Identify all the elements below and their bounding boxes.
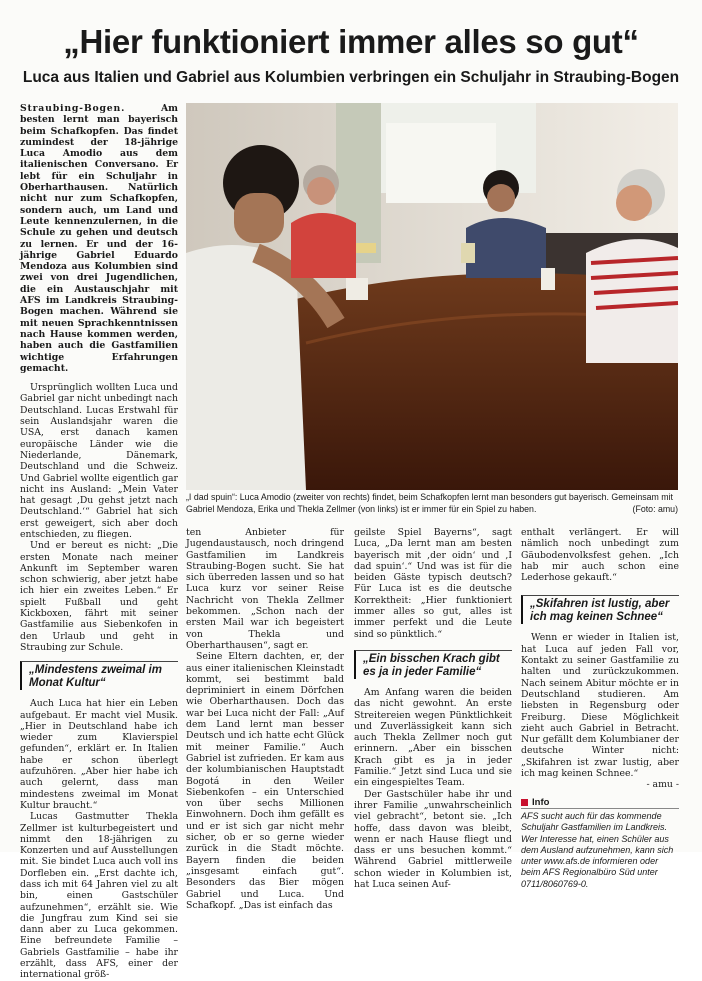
subheadline: Luca aus Italien und Gabriel aus Kolumbien verbringen ein Schuljahr in Straubing-Bogen [22,69,680,86]
paragraph: Der Gastschüler habe ihr und ihrer Familie „unwahrscheinlich viel gebracht“, betont sie. „Ich hoffe, dass davon was bleibt, wenn er nach Hause fliegt und dass er uns besuchen kommt.“ Während Gabriel mittlerweile schon wieder in Kolumbien ist, hat Luca seinen Auf- [354,788,512,891]
lead-paragraph [20,103,178,374]
paragraph: Auch Luca hat hier ein Leben aufgebaut. Er macht viel Musik. „Hier in Deutschland habe ich wieder zum Klavierspiel gefunden“, erklärt er. In Italien habe er schon überlegt aufzuhören. „Aber hier habe ich auch gelernt, dass man mindestens zweimal im Monat Kultur braucht.“ [20,698,178,811]
paragraph: Lucas Gastmutter Thekla Zellmer ist kulturbegeistert und nimmt den 18-jährigen zu Konzerten und auf Ausstellungen mit. Sie bindet Luca auch voll ins Dorfleben ein. „Erst dachte ich, dass ich mit 64 Jahren viel zu alt bin, einen Gastschüler aufzunehmen“, erzählt sie. Wie die Jungfrau zum Kind sei sie dann aber zu Luca gekommen. Eine befreundete Familie – Gabriels Gastfamilie – habe ihr erzählt, dass AFS, einer der international größ- [20,811,178,981]
paragraph: Und er bereut es nicht: „Die ersten Monate nach meiner Ankunft im September waren schon schwierig, aber jetzt habe ich hier ein zweites Leben.“ Er spielt Fußball und geht Kickboxen, fährt mit seiner Gastfamilie aus Siebenkofen in den Urlaub und geht in Straubing zur Schule. [20,540,178,653]
paragraph: Am Anfang waren die beiden das nicht gewohnt. An erste Streitereien wegen Pünktlichkeit und Zuverlässigkeit kann sich auch Thekla Zellmer noch gut erinnern. „Aber ein bisschen Krach gibt es ja in jeder Familie.“ Jetzt sind Luca und sie ein eingespieltes Team. [354,686,512,789]
author-signature: - amu - [646,779,679,791]
photo-caption [186,492,678,515]
info-label: Info [532,796,550,808]
info-box-header [521,797,679,808]
paragraph: Ursprünglich wollten Luca und Gabriel gar nicht unbedingt nach Deutschland. Lucas Erstwahl für sein Auslandsjahr waren die USA, erst danach kamen europäische Länder wie die Niederlande, Dänemark, Deutschland und die Schweiz. Und Gabriel wollte eigentlich gar nicht ins Ausland: „Mein Vater hat gesagt ,Du gehst jetzt nach Deutschland.‘“ Gabriel hat sich erst geweigert, sich aber doch entschieden, zu fliegen. [20,382,178,540]
subheading: „Ein bisschen Krach gibt es ja in jeder Familie“ [354,650,512,679]
lead-text: Am besten lernt man bayerisch beim Schafkopfen. Das findet zumindest der 18-jährige Luca Amodio aus dem italienischen Conversano. Er lebt für ein Schuljahr in Oberharthausen. Natürlich nicht nur zum Schafkopfen, sondern auch, um Land und Leute kennenzulernen, in die Schule zu gehen und deutsch zu lernen. Er und der 16-jährige Gabriel Eduardo Mendoza aus Kolumbien sind zwei von drei Jugendlichen, die ein Austauschjahr mit AFS im Landkreis Straubing-Bogen machen. Während sie mit neuen Sprachkenntnissen nach Hause kommen werden, haben auch die Gastfamilien wichtige Erfahrungen gemacht. [20,103,178,374]
info-square-icon [521,799,528,806]
photo-scene [186,103,678,490]
column-1 [20,103,178,981]
info-box-text: AFS sucht auch für das kommende Schuljahr Gastfamilien im Landkreis. Wer Interesse hat, einen Schüler aus dem Ausland aufzunehmen, kann sich unter www.afs.de informieren oder beim AFS Regionalbüro Süd unter 0711/8060769-0. [521,808,679,890]
paragraph: ten Anbieter für Jugendaustausch, noch dringend Gastfamilien im Landkreis Straubing-Bogen sucht. Sie hat sich überreden lassen und so hat Luca kurz vor seiner Reise Nachricht von Thekla Zellmer bekommen. „Schon nach der ersten Mail war ich begeistert von Thekla und Oberharthausen“, sagt er. [186,527,344,651]
subheading: „Skifahren ist lustig, aber ich mag keinen Schnee“ [521,595,679,624]
paragraph: Seine Eltern dachten, er, der aus einer italienischen Kleinstadt kommt, sei bestimmt bald depriminiert in einem Dörfchen wie Oberharthausen. Doch das war bei Luca nicht der Fall: „Auf dem Land lernt man besser Deutsch und ich hatte echt Glück mit meiner Familie.“ Auch Gabriel ist zufrieden. Er kam aus der kolumbianischen Hauptstadt Bogotá in den Weiler Siebenkofen – ein Unterschied von über sechs Millionen Einwohnern. Doch ihm gefällt es und er ist sich gar nicht mehr sicher, ob er so gerne wieder zurück in die Stadt möchte. Bayern finden die beiden „insgesamt einfach gut“. Besonders das Bier mögen Gabriel und Luca. Und Schafkopf. „Das ist einfach das [186,651,344,911]
caption-text: „I dad spuin“: Luca Amodio (zweiter von rechts) findet, beim Schafkopfen lernt man besonders gut bayerisch. Gemeinsam mit Gabriel Mendoza, Erika und Thekla Zellmer (von links) ist er immer für ein Spiel zu haben. [186,492,673,514]
dateline: Straubing-Bogen. [20,103,126,114]
column-3 [354,527,512,890]
headline: „Hier funktioniert immer alles so gut“ [63,23,639,60]
column-2 [186,527,344,911]
column-4 [521,527,679,890]
paragraph: enthalt verlängert. Er will nämlich noch unbedingt zum Gäubodenvolksfest gehen. „Ich hab mir auch schon eine Lederhose gekauft.“ [521,527,679,584]
paragraph: geilste Spiel Bayerns“, sagt Luca, „Da lernt man am besten bayerisch mit ,der oidn‘ und ,I dad spuin‘.“ Und was ist für die beiden Gäste typisch deutsch? Für Luca ist es die deutsche Korrektheit: „Hier funktioniert immer alles so gut, alles ist immer perfekt und die Leute sind so pünktlich.“ [354,527,512,640]
subheading: „Mindestens zweimal im Monat Kultur“ [20,661,178,690]
photo-credit: (Foto: amu) [632,503,678,514]
paragraph: Wenn er wieder in Italien ist, hat Luca auf jeden Fall vor, Kontakt zu seiner Gastfamilie zu halten und zurückzukommen. Nach seinem Abitur möchte er in Deutschland studieren. Am liebsten in Regensburg oder Freiburg. Diese Möglichkeit zieht auch Gabriel in Betracht. Nur gefällt dem Kolumbianer der deutsche Winter nicht: „Skifahren ist zwar lustig, aber ich mag keinen Schnee.“ [521,632,679,780]
article-photo [186,103,678,490]
